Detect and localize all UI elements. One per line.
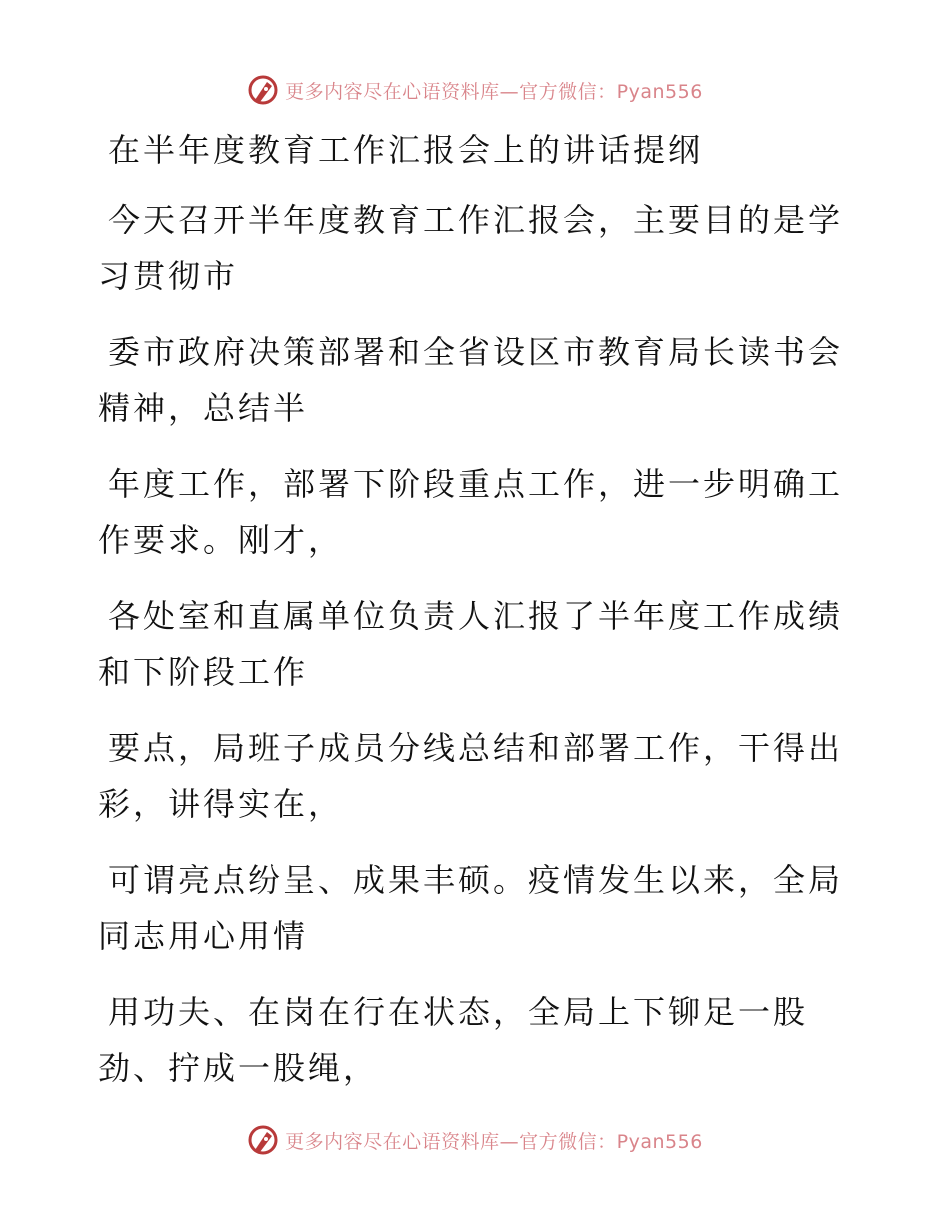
paragraph <box>98 192 844 304</box>
paragraph-line: 作要求。刚才， <box>98 521 344 559</box>
red-pen-nib-logo-icon <box>247 1124 279 1156</box>
red-pen-nib-logo-icon <box>247 74 279 106</box>
paragraph-line: 劲、拧成一股绳， <box>98 1049 379 1087</box>
watermark-banner-bottom <box>0 1120 950 1160</box>
watermark-text: 更多内容尽在心语资料库—官方微信：Pyan556 <box>285 1130 703 1153</box>
paragraph-line: 要点，局班子成员分线总结和部署工作，干得出 <box>108 729 844 767</box>
paragraph-line: 彩，讲得实在， <box>98 785 344 823</box>
paragraph-line: 可谓亮点纷呈、成果丰硕。疫情发生以来，全局 <box>108 861 844 899</box>
paragraph <box>98 588 844 700</box>
paragraph <box>98 324 844 436</box>
paragraph-line: 习贯彻市 <box>98 257 239 295</box>
paragraph <box>98 720 844 832</box>
watermark-text: 更多内容尽在心语资料库—官方微信：Pyan556 <box>285 80 703 103</box>
watermark-banner-top <box>0 70 950 110</box>
paragraph-line: 各处室和直属单位负责人汇报了半年度工作成绩 <box>108 597 844 635</box>
document-title: 在半年度教育工作汇报会上的讲话提纲 <box>108 131 704 169</box>
paragraph <box>98 852 844 964</box>
paragraph-line: 用功夫、在岗在行在状态，全局上下铆足一股 <box>108 993 809 1031</box>
paragraph-line: 同志用心用情 <box>98 917 309 955</box>
paragraph <box>98 984 838 1096</box>
paragraph-line: 和下阶段工作 <box>98 653 309 691</box>
document-body <box>98 122 844 1096</box>
paragraph-line: 今天召开半年度教育工作汇报会，主要目的是学 <box>108 201 844 239</box>
paragraph-line: 精神，总结半 <box>98 389 309 427</box>
paragraph <box>98 456 844 568</box>
paragraph-line: 年度工作，部署下阶段重点工作，进一步明确工 <box>108 465 844 503</box>
paragraph-line: 委市政府决策部署和全省设区市教育局长读书会 <box>108 333 844 371</box>
